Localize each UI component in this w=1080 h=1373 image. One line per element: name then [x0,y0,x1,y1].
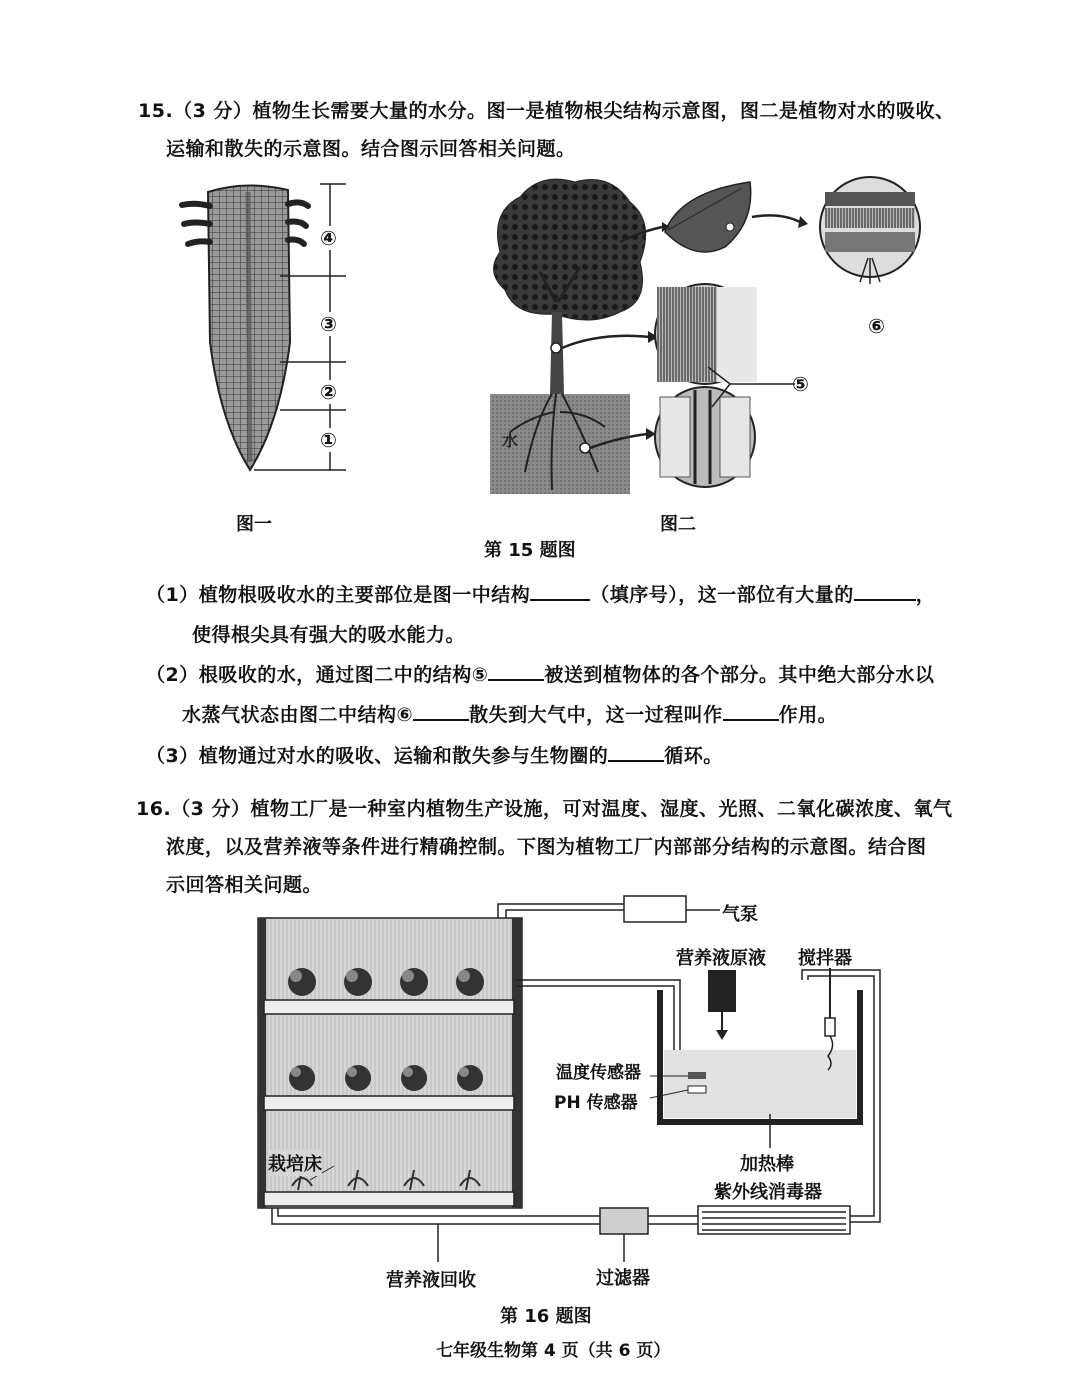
page-footer: 七年级生物第 4 页（共 6 页） [436,1341,671,1361]
root-label-1: ① [320,428,337,452]
stirrer-label: 搅拌器 [798,948,852,969]
q15-intro-line1: 15.（3 分）植物生长需要大量的水分。图一是植物根尖结构示意图，图二是植物对水的吸收、 [138,100,955,122]
uv-sterilizer-label: 紫外线消毒器 [714,1182,822,1203]
temp-sensor-label: 温度传感器 [556,1063,641,1083]
root-label-3: ③ [320,312,337,336]
air-pump-label: 气泵 [722,904,758,925]
q16-intro-line2: 浓度，以及营养液等条件进行精确控制。下图为植物工厂内部部分结构的示意图。结合图 [166,836,927,858]
filter-label: 过滤器 [596,1268,650,1289]
label-5: ⑤ [792,372,809,396]
answer-blank-5[interactable] [723,703,779,721]
q16-intro-line3: 示回答相关问题。 [166,874,323,896]
q15-sub2-line2: 水蒸气状态由图二中结构⑥ 散失到大气中，这一过程叫作 作用。 [182,704,838,726]
q15-figure-caption: 第 15 题图 [484,540,576,561]
q15-sub1-line1: （1）植物根吸收水的主要部位是图一中结构 （填序号），这一部位有大量的 ， [146,584,936,606]
answer-blank-1[interactable] [530,583,590,601]
answer-blank-3[interactable] [488,663,544,681]
answer-blank-4[interactable] [413,703,469,721]
water-label: 水 [502,431,519,450]
nutrient-stock-label: 营养液原液 [676,948,766,969]
q15-sub3: （3）植物通过对水的吸收、运输和散失参与生物圈的 循环。 [146,745,723,767]
ph-sensor-label: PH 传感器 [554,1093,638,1113]
q16-intro-line1: 16.（3 分）植物工厂是一种室内植物生产设施，可对温度、湿度、光照、二氧化碳浓度、氧气 [136,798,953,820]
fig1-caption: 图一 [236,514,272,535]
q15-intro-line2: 运输和散失的示意图。结合图示回答相关问题。 [166,138,576,160]
root-label-2: ② [320,380,337,404]
answer-blank-2[interactable] [854,583,916,601]
root-label-4: ④ [320,226,337,250]
q15-sub2-line1: （2）根吸收的水，通过图二中的结构⑤ 被送到植物体的各个部分。其中绝大部分水以 [146,664,935,686]
heater-label: 加热棒 [740,1154,794,1175]
cultivation-bed-label: 栽培床 [268,1150,322,1176]
q15-sub1-line2: 使得根尖具有强大的吸水能力。 [192,624,466,646]
answer-blank-6[interactable] [608,744,664,762]
label-6: ⑥ [868,314,885,338]
fig2-caption: 图二 [660,514,696,535]
q16-figure-caption: 第 16 题图 [500,1306,592,1327]
nutrient-recycle-label: 营养液回收 [386,1270,476,1291]
